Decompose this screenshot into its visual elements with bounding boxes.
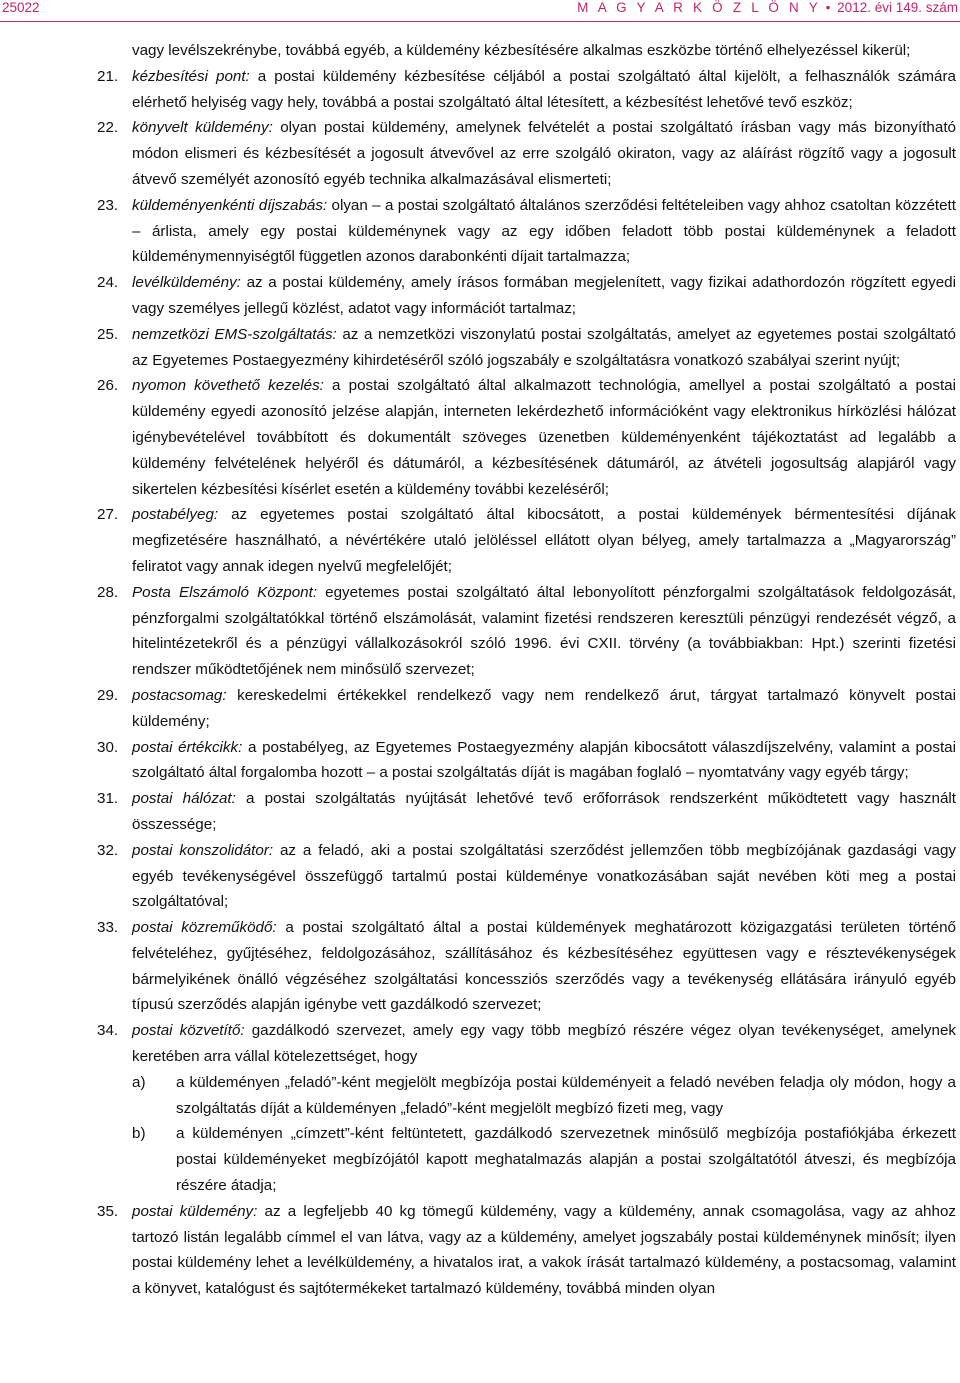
- definition-item: [0, 1199, 960, 1302]
- item-number: 35.: [97, 1202, 119, 1220]
- definition-text: a postai szolgáltató által a postai küldemények meghatározott közigazgatási területen történő felvételéhez, gyűjtéséhez, feldolgozásához, szállításához és kézbesítéséhez együttesen vagy e résztevékenységek bármelyikének önálló végzéséhez szolgáltatási koncessziós szerződés vagy a tevékenység ellátására irányuló egyéb típusú szerződés alapján igénybe vett gazdálkodó szervezet;: [132, 919, 956, 1014]
- definition-item: [0, 115, 960, 192]
- defined-term: postai konszolidátor:: [132, 841, 274, 859]
- item-number: 31.: [97, 790, 119, 808]
- definition-item: [0, 735, 960, 787]
- definition-list: [0, 64, 960, 1070]
- page-number: 25022: [2, 0, 40, 15]
- definition-text: olyan – a postai szolgáltató általános szerződési feltételeiben vagy ahhoz csatoltan közzétett – árlista, amely egy postai küldeménynek vagy az egy időben feladott több postai küldeménynek a feladott küldeménymennyiségtől független azonos darabonkénti díjait tartalmazza;: [132, 196, 956, 266]
- definition-text: az a nemzetközi viszonylatú postai szolgáltatás, amelyet az egyetemes postai szolgáltató az Egyetemes Postaegyezmény kihirdetéséről szóló jogszabály e szolgáltatásra vonatkozó szabályai szerint nyújt;: [132, 325, 956, 369]
- definition-text: az a feladó, aki a postai szolgáltatási szerződést jellemzően több megbízójának gazdasági vagy egyéb tevékenységével összefüggő tartalmú postai küldeménye vonatkozásában saját nevében köti meg a postai szolgáltatóval;: [132, 841, 956, 911]
- item-number: 27.: [97, 506, 119, 524]
- item-number: 28.: [97, 583, 119, 601]
- sub-item-letter: b): [132, 1125, 146, 1143]
- document-body: [0, 38, 960, 1302]
- item-number: 29.: [97, 686, 119, 704]
- definition-text: a postai szolgáltatás nyújtását lehetővé tevő erőforrások rendszerként működtetett vagy használt összessége;: [132, 790, 956, 833]
- item-number: 24.: [97, 274, 119, 292]
- defined-term: postai közvetítő:: [132, 1022, 245, 1040]
- definition-item: [0, 502, 960, 579]
- definition-item: [0, 838, 960, 915]
- header-divider: [0, 21, 960, 22]
- definition-item: [0, 683, 960, 735]
- sub-item-text: a küldeményen „feladó”-ként megjelölt megbízója postai küldeményeit a feladó nevében feladja oly módon, hogy a szolgáltatás díját a küldeményen „feladó”-ként megjelölt megbízó fizeti meg, vagy: [176, 1073, 956, 1117]
- definition-text: az a legfeljebb 40 kg tömegű küldemény, vagy a küldemény, annak csomagolása, vagy az ahhoz tartozó listán legalább címmel el van látva, vagy az a küldemény, amelyet jogszabály postai küldeménynek minősít; ilyen postai küldemény lehet a levélküldemény, a hivatalos irat, a vakok írását tartalmazó küldemény, a postacsomag, valamint a könyvet, katalógust és sajtótermékeket tartalmazó küldemény, továbbá minden olyan: [132, 1202, 956, 1298]
- definition-item: [0, 580, 960, 683]
- definition-item: [0, 270, 960, 322]
- defined-term: nyomon követhető kezelés:: [132, 377, 324, 395]
- page-header: [0, 0, 960, 22]
- definition-text: a postai küldemény kézbesítése céljából a postai szolgáltató által kijelölt, a felhasználók számára elérhető helyiség vagy hely, továbbá a postai szolgáltató által létesített, a kézbesítést lehetővé tevő eszköz;: [132, 67, 956, 111]
- defined-term: kézbesítési pont:: [132, 67, 250, 85]
- continuation-paragraph: vagy levélszekrénybe, továbbá egyéb, a küldemény kézbesítésére alkalmas eszközbe történő elhelyezéssel kikerül;: [132, 42, 911, 59]
- definition-item: [0, 322, 960, 374]
- definition-text: olyan postai küldemény, amelynek felvételét a postai szolgáltató írásban vagy más bizonyítható módon elismeri és kézbesítését a jogosult átvevővel az erre szolgáló okiraton, vagy az aláírást rögzítő vagy a jogosult átvevő személyét azonosító egyéb technika alkalmazásával elismerteti;: [132, 119, 956, 188]
- defined-term: nemzetközi EMS-szolgáltatás:: [132, 325, 337, 343]
- sub-item-text: a küldeményen „címzett”-ként feltüntetett, gazdálkodó szervezetnek minősülő megbízója postafiókjába érkezett postai küldeményeket megbízójától kapott meghatalmazás alapján a postai szolgáltatótól átveszi, és megbízója részére átadja;: [176, 1125, 956, 1195]
- defined-term: postai közreműködő:: [132, 919, 277, 937]
- defined-term: postai értékcikk:: [132, 738, 243, 756]
- gazette-name: M A G Y A R K Ö Z L Ö N Y: [577, 0, 821, 15]
- item-number: 30.: [97, 738, 119, 756]
- defined-term: postai küldemény:: [132, 1202, 258, 1220]
- definition-item: [0, 193, 960, 270]
- item-number: 21.: [97, 67, 119, 85]
- item-number: 22.: [97, 119, 119, 137]
- item-number: 32.: [97, 841, 119, 859]
- item-number: 26.: [97, 377, 119, 395]
- defined-term: könyvelt küldemény:: [132, 119, 273, 137]
- definition-text: a postabélyeg, az Egyetemes Postaegyezmény alapján kibocsátott válaszdíjszelvény, valamint a postai szolgáltató által forgalomba hozott – a postai szolgáltatás díját is magában foglaló – nyomtatvány vagy egyéb tárgy;: [132, 738, 956, 782]
- definition-text: egyetemes postai szolgáltató által lebonyolított pénzforgalmi szolgáltatások feldolgozását, pénzforgalmi szolgáltatókkal történő elszámolását, valamint fizetési rendszeren keresztüli pénzügyi rendezését végző, a hitelintézetekről és a pénzügyi vállalkozásokról szóló 1996. évi CXII. törvény (a továbbiakban: Hpt.) szerinti fizetési rendszer működtetőjének nem minősülő szervezet;: [132, 583, 956, 679]
- sub-item: [0, 1070, 960, 1122]
- item-number: 33.: [97, 919, 119, 937]
- definition-item: [0, 915, 960, 1018]
- defined-term: postabélyeg:: [132, 506, 219, 524]
- item-number: 34.: [97, 1022, 119, 1040]
- item-number: 25.: [97, 325, 119, 343]
- definition-text: az egyetemes postai szolgáltató által kibocsátott, a postai küldemények bérmentesítési díjának megfizetésére használható, a névértékére utaló jelöléssel ellátott olyan bélyeg, amely tartalmazza a „Magyarország” feliratot vagy annak idegen nyelvű megfelelőjét;: [132, 506, 956, 575]
- defined-term: Posta Elszámoló Központ:: [132, 583, 318, 601]
- sub-item: [0, 1121, 960, 1198]
- definition-text: a postai szolgáltató által alkalmazott technológia, amellyel a postai szolgáltató a postai küldemény egyedi azonosító jelzése alapján, interneten lekérdezhető információként vagy elektronikus hírközlési hálózat igénybevételével továbbított és dokumentált szöveges üzenetben küldeményenként tájékoztatást ad legalább a küldemény felvételének helyéről és dátumáról, a kézbesítésének dátumáról, az átvételi jogosultság alapjáról vagy sikertelen kézbesítési kísérlet esetén a küldemény további kezeléséről;: [132, 377, 956, 498]
- defined-term: postai hálózat:: [132, 790, 236, 808]
- definition-text: gazdálkodó szervezet, amely egy vagy több megbízó részére végez olyan tevékenységet, amelynek keretében arra vállal kötelezettséget, hogy: [132, 1022, 956, 1066]
- defined-term: küldeményenkénti díjszabás:: [132, 196, 328, 214]
- bullet-separator: •: [825, 0, 831, 15]
- defined-term: postacsomag:: [132, 686, 227, 704]
- sub-list: [0, 1070, 960, 1199]
- defined-term: levélküldemény:: [132, 274, 241, 292]
- sub-item-letter: a): [132, 1073, 146, 1091]
- item-number: 23.: [97, 196, 119, 214]
- issue-number: 2012. évi 149. szám: [837, 0, 958, 15]
- definition-item: [0, 786, 960, 838]
- gazette-title: [577, 0, 958, 15]
- definition-item: [0, 1018, 960, 1070]
- definition-item: [0, 373, 960, 502]
- definition-text: kereskedelmi értékekkel rendelkező vagy nem rendelkező árut, tárgyat tartalmazó könyvelt postai küldemény;: [132, 686, 956, 730]
- definition-item: [0, 64, 960, 116]
- definition-text: az a postai küldemény, amely írásos formában megjelenített, vagy fizikai adathordozón rögzített egyedi vagy személyes jellegű közlést, adatot vagy információt tartalmaz;: [132, 274, 956, 317]
